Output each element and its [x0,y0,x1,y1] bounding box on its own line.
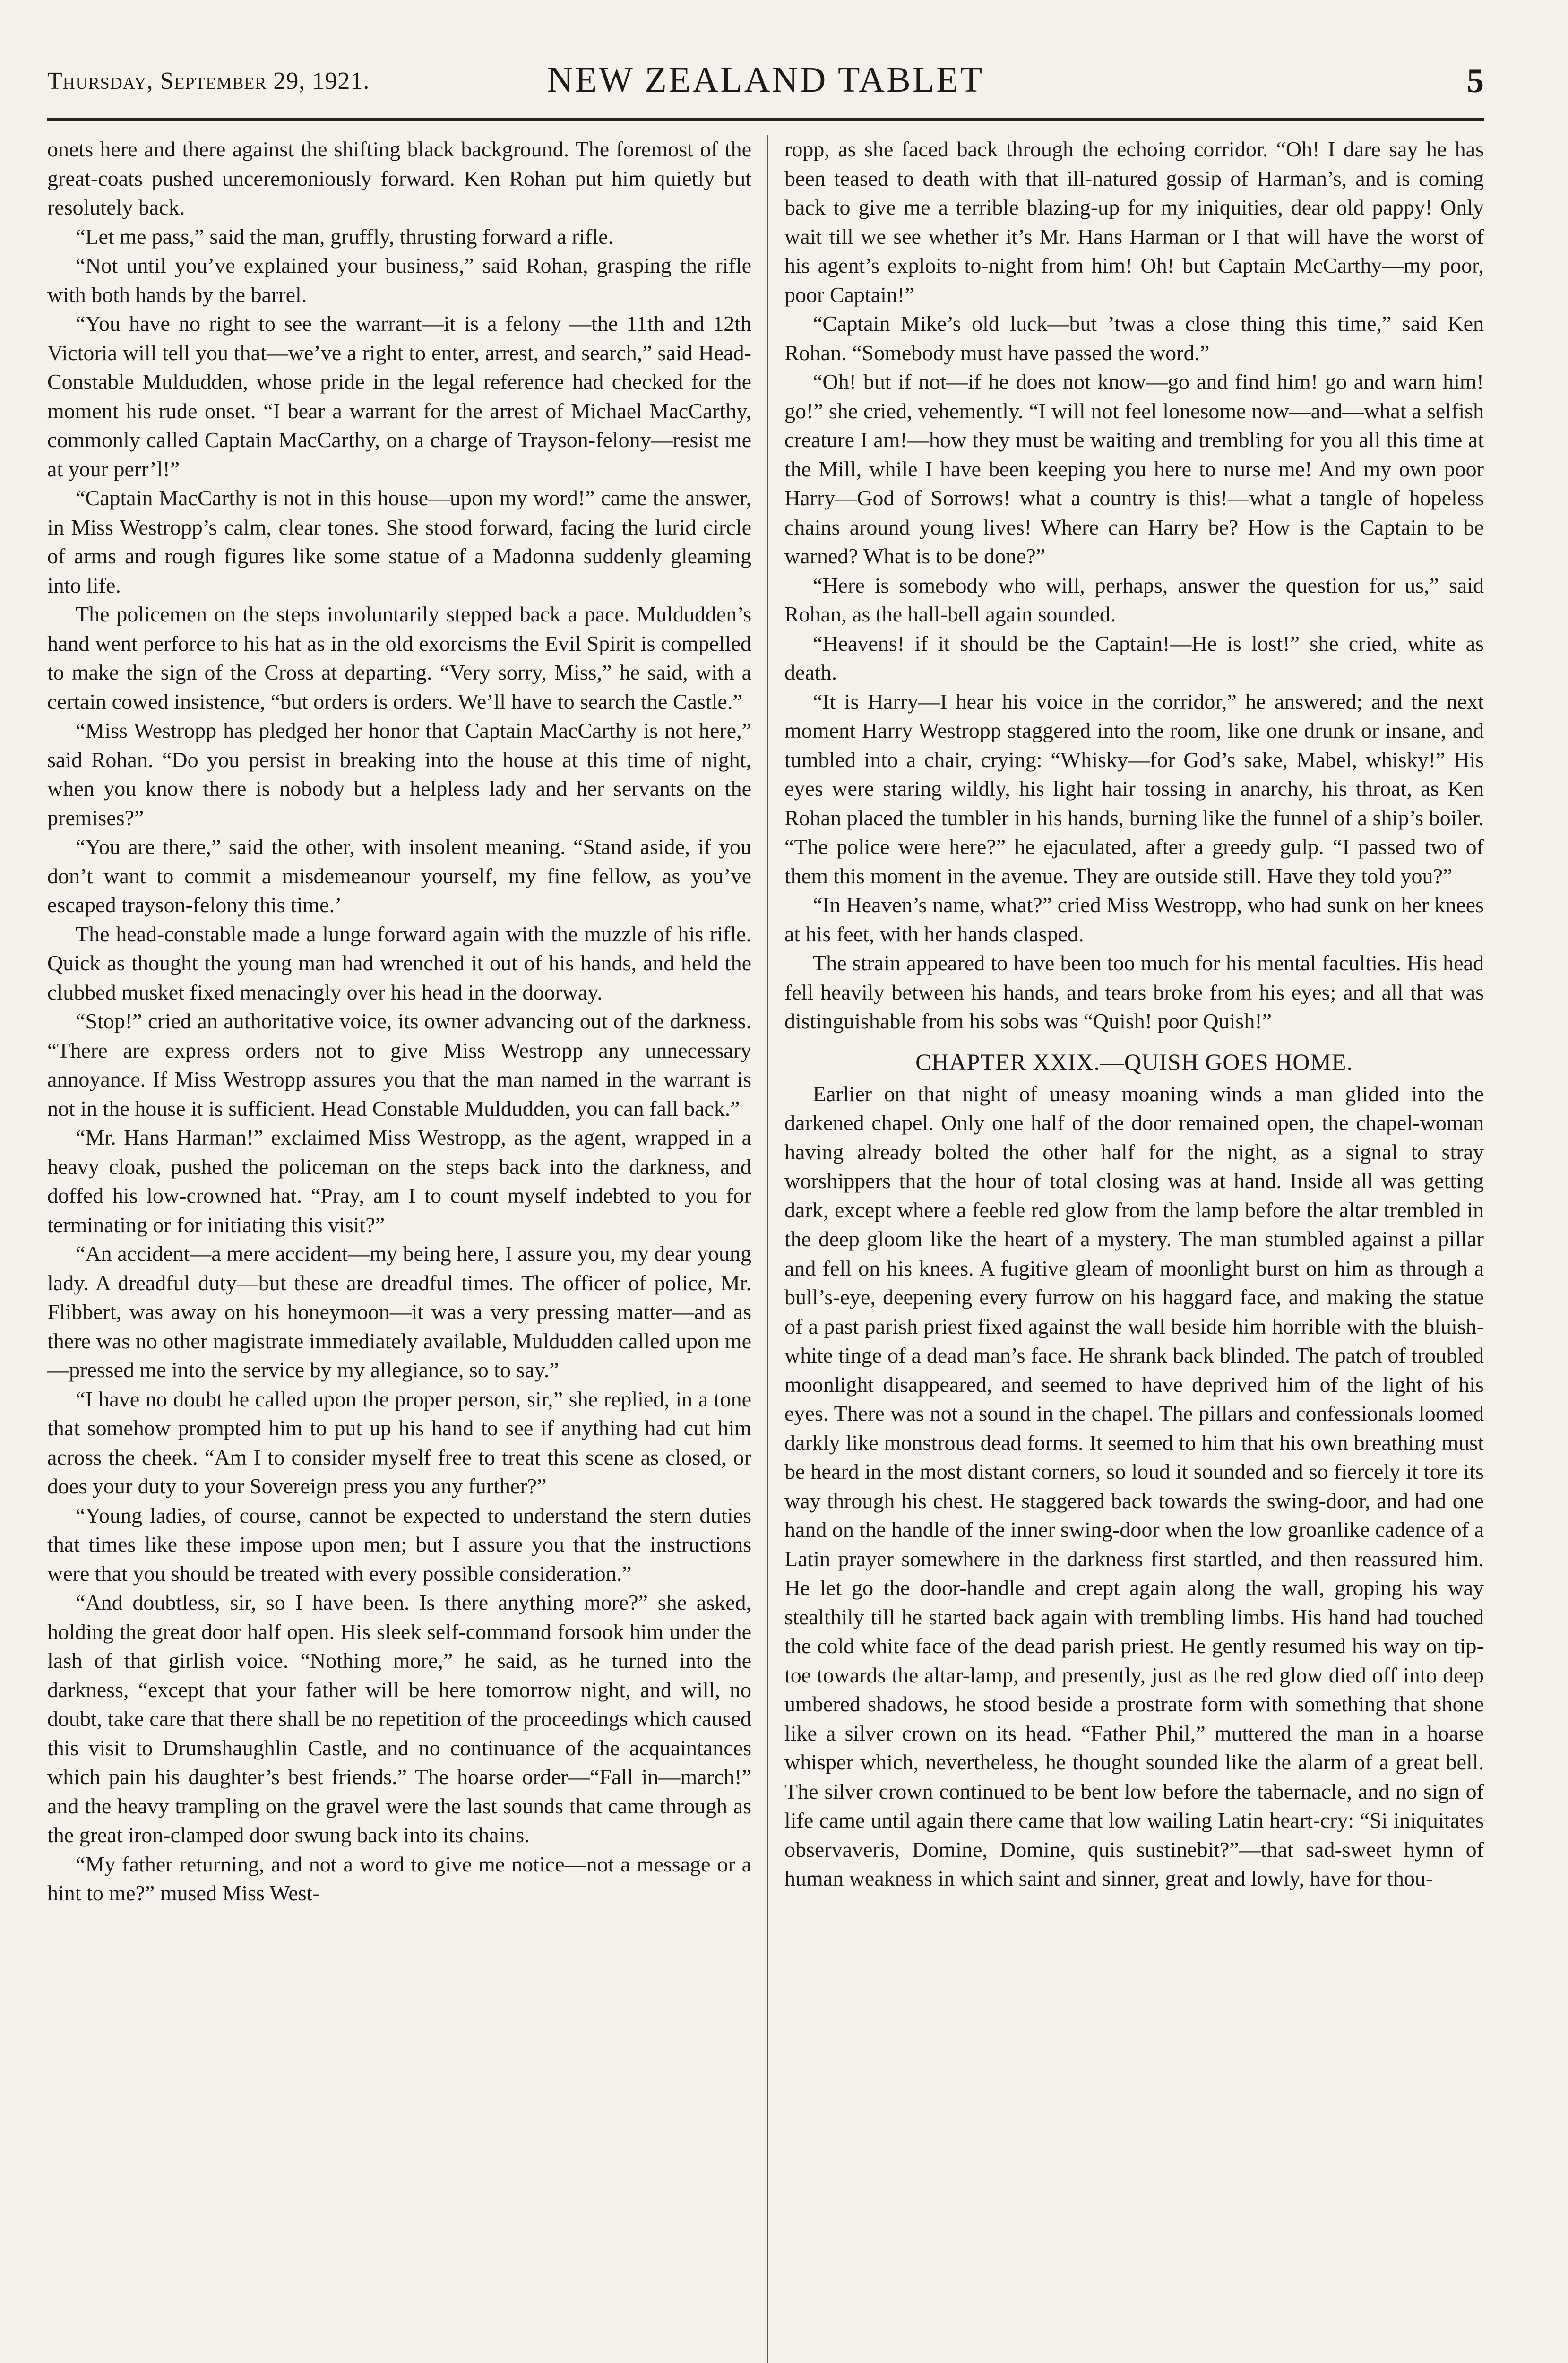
paragraph: “Captain MacCarthy is not in this house—upon my word!” came the answer, in Miss Westropp’s calm, clear tones. She stood forward, facing the lurid circle of arms and rough figures like some statue of a Madonna suddenly gleaming into life. [47,486,751,597]
paragraph: “Oh! but if not—if he does not know—go and find him! go and warn him! go!” she cried, vehemently. “I will not feel lonesome now—and—what a selfish creature I am!—how they must be waiting and trembling for you all this time at the Mill, while I have been keeping you here to nurse me! And my own poor Harry—God of Sorrows! what a country is this!—what a tangle of hopeless chains around young lives! Where can Harry be? How is the Captain to be warned? What is to be done?” [784,370,1484,568]
paragraph: “Here is somebody who will, perhaps, answer the question for us,” said Rohan, as the hall-bell again sounded. [784,573,1484,626]
paragraph: “In Heaven’s name, what?” cried Miss Westropp, who had sunk on her knees at his feet, with her hands clasped. [784,893,1484,946]
paragraph: onets here and there against the shifting black background. The foremost of the great-coats pushed unceremoniously forward. Ken Rohan put him quietly but resolutely back. [47,137,751,219]
right-column [784,135,1484,2363]
paragraph: The policemen on the steps involuntarily stepped back a pace. Muldudden’s hand went perforce to his hat as in the old exorcisms the Evil Spirit is compelled to make the sign of the Cross at departing. “Very sorry, Miss,” he said, with a certain cowed insistence, “but orders is orders. We’ll have to search the Castle.” [47,602,751,714]
page-header [47,57,1484,109]
paragraph: “Heavens! if it should be the Captain!—He is lost!” she cried, white as death. [784,631,1484,684]
paragraph: “And doubtless, sir, so I have been. Is there anything more?” she asked, holding the great door half open. His sleek self-command forsook him under the lash of that girlish voice. “Nothing more,” he said, as he turned into the darkness, “except that your father will be here tomorrow night, and will, no doubt, take care that there shall be no repetition of the proceedings which caused this visit to Drumshaughlin Castle, and no continuance of the acquaintances which pain his daughter’s best friends.” The hoarse order—“Fall in—march!” and the heavy trampling on the gravel were the last sounds that came through as the great iron-clamped door swung back into its chains. [47,1590,751,1847]
paragraph: Earlier on that night of uneasy moaning winds a man glided into the darkened chapel. Only one half of the door remained open, the chapel-woman having already bolted the other half for the night, as a signal to stray worshippers that the hour of total closing was at hand. Inside all was getting dark, except where a feeble red glow from the lamp before the altar trembled in the deep gloom like the heart of a mystery. The man stumbled against a pillar and fell on his knees. A fugitive gleam of moonlight burst on him as through a bull’s-eye, deepening every furrow on his haggard face, and making the statue of a past parish priest fixed against the wall beside him horrible with the bluish-white tinge of a dead man’s face. He shrank back blinded. The patch of troubled moonlight disappeared, and seemed to have deprived him of the light of his eyes. There was not a sound in the chapel. The pillars and confessionals loomed darkly like monstrous dead forms. It seemed to him that his own breathing must be heard in the most distant corners, so loud it sounded and so fiercely it tore its way through his chest. He staggered back towards the swing-door, and had one hand on the handle of the inner swing-door when the low groanlike cadence of a Latin prayer somewhere in the darkness first startled, and then reassured him. He let go the door-handle and crept again along the wall, groping his way stealthily till he started back again with trembling limbs. His hand had touched the cold white face of the dead parish priest. He gently resumed his way on tip-toe towards the altar-lamp, and presently, just as the red glow died off into deep umbered shadows, he stood beside a prostrate form with something that shone like a silver crown on its head. “Father Phil,” muttered the man in a hoarse whisper which, nevertheless, he thought sounded like the alarm of a great bell. The silver crown continued to be bent low before the tabernacle, and no sign of life came until again there came that low wailing Latin heart-cry: “Si iniquitates observaveris, Domine, Domine, quis sustinebit?”—that sad-sweet hymn of human weakness in which saint and sinner, great and lowly, have for thou- [784,1081,1484,1890]
paragraph: “You have no right to see the warrant—it is a felony —the 11th and 12th Victoria will tell you that—we’ve a right to enter, arrest, and search,” said Head-Constable Muldudden, whose pride in the legal reference had checked for the moment his rude onset. “I bear a warrant for the arrest of Michael MacCarthy, commonly called Captain MacCarthy, on a charge of Trayson-felony—resist me at your perr’l!” [47,311,751,481]
paragraph: “Miss Westropp has pledged her honor that Captain MacCarthy is not here,” said Rohan. “Do you persist in breaking into the house at this time of night, when you know there is nobody but a helpless lady and her servants on the premises?” [47,718,751,830]
paragraph: “My father returning, and not a word to give me notice—not a message or a hint to me?” mused Miss West- [47,1852,751,1905]
page-number: 5 [1467,62,1484,100]
paragraph: ropp, as she faced back through the echoing corridor. “Oh! I dare say he has been teased to death with that ill-natured gossip of Harman’s, and is coming back to give me a terrible blazing-up for my iniquities, dear old pappy! Only wait till we see whether it’s Mr. Hans Harman or I that will have the worst of his agent’s exploits to-night from him! Oh! but Captain McCarthy—my poor, poor Captain!” [784,137,1484,307]
issue-date: Thursday, September 29, 1921. [47,68,370,95]
left-column [47,135,751,2363]
paragraph: “Mr. Hans Harman!” exclaimed Miss Westropp, as the agent, wrapped in a heavy cloak, pushed the policeman on the steps back into the darkness, and doffed his low-crowned hat. “Pray, am I to count myself indebted to you for terminating or for initiating this visit?” [47,1125,751,1237]
chapter-heading: CHAPTER XXIX.—QUISH GOES HOME. [915,1048,1353,1075]
paragraph: “You are there,” said the other, with insolent meaning. “Stand aside, if you don’t want to commit a misdemeanour yourself, my fine fellow, as you’ve escaped trayson-felony this time.’ [47,835,751,917]
header-rule [47,118,1484,121]
paragraph: “Young ladies, of course, cannot be expected to understand the stern duties that times like these impose upon men; but I assure you that the instructions were that you should be treated with every possible consideration.” [47,1503,751,1586]
paragraph: The head-constable made a lunge forward again with the muzzle of his rifle. Quick as thought the young man had wrenched it out of his hands, and held the clubbed musket fixed menacingly over his head in the doorway. [47,922,751,1004]
paragraph: “Stop!” cried an authoritative voice, its owner advancing out of the darkness. “There are express orders not to give Miss Westropp any unnecessary annoyance. If Miss Westropp assures you that the man named in the warrant is not in the house it is sufficient. Head Constable Muldudden, you can fall back.” [47,1009,751,1121]
paragraph: “It is Harry—I hear his voice in the corridor,” he answered; and the next moment Harry Westropp staggered into the room, like one drunk or insane, and tumbled into a chair, crying: “Whisky—for God’s sake, Mabel, whisky!” His eyes were staring wildly, his light hair tossing in anarchy, his throat, as Ken Rohan placed the tumbler in his hands, burning like the funnel of a ship’s boiler. “The police were here?” he ejaculated, after a greedy gulp. “I passed two of them this moment in the avenue. They are outside still. Have they told you?” [784,689,1484,888]
paragraph: “Not until you’ve explained your business,” said Rohan, grasping the rifle with both hands by the barrel. [47,253,751,307]
paragraph: “Let me pass,” said the man, gruffly, thrusting forward a rifle. [76,224,614,249]
column-divider [767,135,768,2363]
paragraph: The strain appeared to have been too much for his mental faculties. His head fell heavily between his hands, and tears broke from his eyes; and all that was distinguishable from his sobs was “Quish! poor Quish!” [784,951,1484,1033]
paragraph: “Captain Mike’s old luck—but ’twas a close thing this time,” said Ken Rohan. “Somebody must have passed the word.” [784,311,1484,365]
paragraph: “I have no doubt he called upon the proper person, sir,” she replied, in a tone that somehow prompted him to put up his hand to see if anything had cut him across the cheek. “Am I to consider myself free to treat this scene as closed, or does your duty to your Sovereign press you any further?” [47,1387,751,1498]
paragraph: “An accident—a mere accident—my being here, I assure you, my dear young lady. A dreadful duty—but these are dreadful times. The officer of police, Mr. Flibbert, was away on his honeymoon—it was a very pressing matter—and as there was no other magistrate immediately available, Muldudden called upon me—pressed me into the service by my allegiance, so to say.” [47,1242,751,1382]
newspaper-title: NEW ZEALAND TABLET [547,60,984,100]
